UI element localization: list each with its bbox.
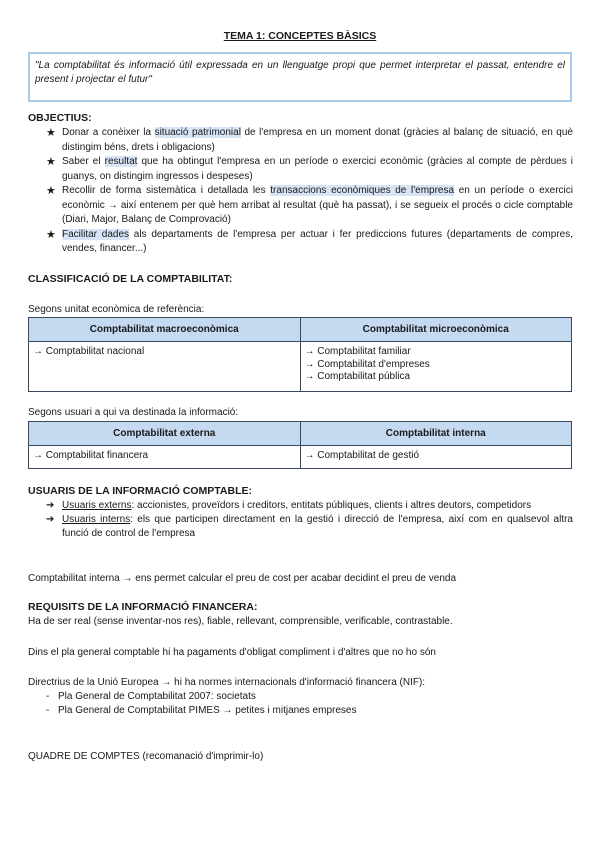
quadre-comptes-text: QUADRE DE COMPTES (recomanació d'imprimir-lo) (28, 751, 264, 762)
definition-quote: "La comptabilitat és informació útil expressada en un llenguatge propi que permet interpretar el passat, entendre el present i projectar el futur" (28, 52, 572, 102)
directrius-text: Directrius de la Unió Europea → hi ha normes internacionals d'informació financera (NIF): (28, 677, 426, 688)
requisits-heading: REQUISITS DE LA INFORMACIÓ FINANCERA: (28, 601, 258, 613)
list-item: - Pla General de Comptabilitat PIMES → petites i mitjanes empreses (46, 705, 357, 716)
table1-caption: Segons unitat econòmica de referència: (28, 304, 205, 315)
star-bullet-icon: ★ (46, 228, 56, 241)
table-cell: → Comptabilitat financera (29, 446, 301, 469)
page-title: TEMA 1: CONCEPTES BÀSICS (223, 30, 377, 42)
table-header: Comptabilitat externa (29, 422, 301, 446)
highlighted-term: Facilitar dades (62, 228, 130, 240)
highlighted-term: transaccions econòmiques de l'empresa (270, 185, 455, 196)
objectius-list (28, 126, 573, 257)
highlighted-term: situació patrimonial (154, 127, 241, 138)
usuaris-note: Comptabilitat interna → ens permet calcular el preu de cost per acabar decidint el preu de venda (28, 573, 457, 584)
usuari-item: ➔ Usuaris interns: els que participen directament en la gestió i direcció de l'empresa, així com en qualsevol altra funció de control de l'empresa (46, 514, 573, 539)
objectiu-item: ★ Facilitar dades als departaments de l'empresa per actuar i fer prediccions futures (departaments de compres, vendes, financer...) (46, 228, 573, 254)
list-item: - Pla General de Comptabilitat 2007: societats (46, 691, 256, 702)
objectiu-item: ★ Donar a conèixer la situació patrimonial de l'empresa en un moment donat (gràcies al balanç de situació, en què distingim béns, drets i obligacions) (46, 127, 573, 153)
arrow-bullet-icon: ➔ (46, 514, 55, 525)
objectiu-item: ★ Saber el resultat que ha obtingut l'empresa en un període o exercici econòmic (gràcies al compte de pèrdues i guanys, on distingim ingressos i despeses) (46, 156, 573, 182)
highlighted-term: resultat (104, 156, 138, 167)
star-bullet-icon: ★ (46, 185, 56, 197)
requisits-text: Ha de ser real (sense inventar-nos res), fiable, rellevant, comprensible, verificable, contrastable. (28, 616, 453, 627)
usuaris-list (28, 499, 573, 541)
star-bullet-icon: ★ (46, 127, 56, 139)
table-header: Comptabilitat macroeconòmica (29, 318, 301, 342)
classification-table-user (28, 421, 572, 469)
usuaris-heading: USUARIS DE LA INFORMACIÓ COMPTABLE: (28, 485, 252, 497)
pla-list (28, 690, 573, 718)
classification-table-unit (28, 317, 572, 392)
table-cell: → Comptabilitat familiar → Comptabilitat d'empreses → Comptabilitat pública (300, 342, 572, 392)
table-header: Comptabilitat interna (300, 422, 572, 446)
arrow-bullet-icon: ➔ (46, 500, 55, 511)
pla-general-text: Dins el pla general comptable hi ha pagaments d'obligat compliment i d'altres que no ho són (28, 647, 436, 658)
table-cell: → Comptabilitat nacional (29, 342, 301, 392)
classificacio-heading: CLASSIFICACIÓ DE LA COMPTABILITAT: (28, 273, 233, 285)
table-cell: → Comptabilitat de gestió (300, 446, 572, 469)
objectius-heading: OBJECTIUS: (28, 112, 92, 124)
star-bullet-icon: ★ (46, 156, 56, 168)
usuari-item: ➔ Usuaris externs: accionistes, proveïdors i creditors, entitats públiques, clients i altres deutors, competidors (46, 500, 532, 511)
objectiu-item: ★ Recollir de forma sistemàtica i detallada les transaccions econòmiques de l'empresa en un període o exercici econòmic → així entenem per què hem arribat al resultat (què ha passat), i se segueix el procés o cicle comptable (Diari, Major, Balanç de Comprovació) (46, 185, 573, 225)
table-header: Comptabilitat microeconòmica (300, 318, 572, 342)
table2-caption: Segons usuari a qui va destinada la informació: (28, 407, 239, 418)
